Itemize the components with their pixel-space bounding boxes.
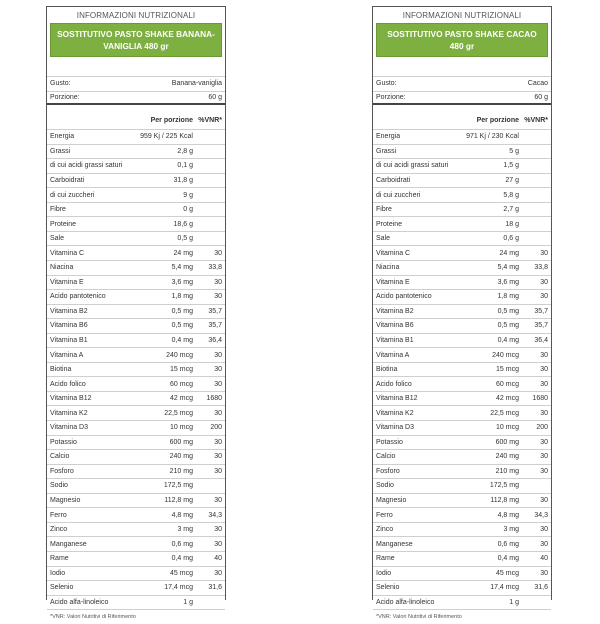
nutrient-row [47,551,225,566]
nutrient-name: Sodio [50,482,68,490]
nutrient-row [373,493,551,508]
nutrient-row [373,231,551,246]
nutrient-vnr: 30 [214,380,222,388]
nutrient-row [47,260,225,275]
nutrient-vnr: 36,4 [534,337,548,345]
nutrient-name: Vitamina B6 [376,322,414,330]
nutrient-name: Selenio [50,584,74,592]
nutrient-name: Biotina [376,366,398,374]
nutrient-vnr: 35,7 [208,307,222,315]
gusto-row [373,76,551,91]
vnr-header: %VNR* [198,117,222,125]
nutrient-amount: 240 mcg [166,351,193,359]
nutrient-row [373,187,551,202]
nutrient-amount: 45 mcg [496,569,519,577]
nutrient-amount: 5 g [509,147,519,155]
nutrient-amount: 210 mg [495,467,519,475]
nutrient-amount: 0,4 mg [497,337,519,345]
nutrient-amount: 0,5 mg [497,307,519,315]
nutrient-row [373,435,551,450]
nutrient-amount: 2,8 g [177,147,193,155]
nutrient-amount: 0,5 mg [171,322,193,330]
nutrient-name: Potassio [50,438,77,446]
nutrient-name: Ferro [376,511,393,519]
nutrient-name: Biotina [50,366,72,374]
nutrient-vnr: 30 [214,438,222,446]
nutrient-name: Acido alfa-linoleico [50,598,109,606]
nutrient-amount: 0,6 g [503,235,519,243]
porzione-row [373,91,551,106]
nutrient-rows [47,129,225,609]
nutrient-row [373,216,551,231]
nutrient-row [47,595,225,610]
nutrient-name: Zinco [376,526,394,534]
nutrient-row [47,245,225,260]
product-title: SOSTITUTIVO PASTO SHAKE BANANA-VANIGLIA 480 gr [50,23,222,57]
nutrient-amount: 172,5 mg [489,482,519,490]
nutrient-amount: 45 mcg [170,569,193,577]
nutrient-vnr: 35,7 [208,322,222,330]
vnr-header: %VNR* [524,117,548,125]
nutrient-row [373,522,551,537]
nutrient-name: Vitamina B12 [376,395,418,403]
gusto-value: Banana-vaniglia [171,80,222,88]
nutrient-amount: 10 mcg [170,424,193,432]
nutrient-name: Iodio [376,569,392,577]
footnote: *VNR: Valori Nutritivi di Riferimento [373,609,551,624]
nutrient-amount: 1 g [183,598,193,606]
nutrient-vnr: 30 [214,351,222,359]
nutrient-name: Acido alfa-linoleico [376,598,435,606]
nutrient-row [373,507,551,522]
porzione-row [47,91,225,106]
nutrient-name: Iodio [50,569,66,577]
nutrient-amount: 22,5 mcg [164,409,193,417]
nutrient-amount: 172,5 mg [163,482,193,490]
nutrient-name: Vitamina C [376,249,411,257]
nutrient-name: Vitamina B2 [50,307,88,315]
nutrient-vnr: 30 [214,453,222,461]
nutrient-amount: 112,8 mg [164,497,193,505]
nutrient-amount: 22,5 mcg [490,409,519,417]
nutrient-amount: 0,6 mg [171,540,193,548]
nutrient-amount: 0,6 mg [497,540,519,548]
nutrient-amount: 24 mg [499,249,519,257]
nutrient-name: Potassio [376,438,403,446]
nutrient-amount: 2,7 g [503,206,519,214]
nutrient-amount: 24 mg [173,249,193,257]
nutrient-name: Energia [50,133,75,141]
nutrient-name: Vitamina A [376,351,410,359]
nutrient-name: Vitamina B1 [376,337,414,345]
nutrient-name: di cui zuccheri [376,191,421,199]
column-header-row [373,112,551,129]
nutrient-name: Manganese [50,540,87,548]
gusto-label: Gusto: [376,80,397,88]
nutrient-row [373,245,551,260]
nutrient-vnr: 30 [540,293,548,301]
nutrient-amount: 4,8 mg [171,511,193,519]
nutrient-row [47,216,225,231]
nutrient-amount: 60 mcg [170,380,193,388]
nutrient-name: Vitamina E [376,278,410,286]
nutrient-vnr: 40 [540,555,548,563]
nutrient-row [373,304,551,319]
nutrient-row [373,144,551,159]
nutrition-panel-banana-vaniglia [46,6,226,621]
nutrient-vnr: 30 [214,409,222,417]
per-serving-header: Per porzione [150,117,193,125]
panel-header-label: INFORMAZIONI NUTRIZIONALI [76,11,196,20]
nutrient-vnr: 30 [540,351,548,359]
nutrient-name: Calcio [376,453,396,461]
nutrient-name: Carboidrati [376,177,411,184]
nutrient-amount: 17,4 mcg [164,584,193,592]
nutrient-name: Calcio [50,453,70,461]
nutrient-row [373,376,551,391]
nutrient-vnr: 30 [214,467,222,475]
nutrient-amount: 3,6 mg [171,278,193,286]
nutrient-name: Magnesio [376,497,407,505]
nutrient-vnr: 30 [214,497,222,505]
nutrient-vnr: 1680 [532,395,548,403]
nutrient-amount: 4,8 mg [497,511,519,519]
nutrient-amount: 0,5 mg [171,307,193,315]
nutrient-row [373,129,551,144]
nutrient-name: Acido folico [50,380,86,388]
nutrient-name: Vitamina C [50,249,85,257]
nutrient-name: Proteine [376,220,403,228]
nutrient-rows [373,129,551,609]
nutrient-row [47,304,225,319]
nutrient-row [47,173,225,188]
nutrient-vnr: 30 [214,366,222,374]
porzione-value: 60 g [208,93,222,101]
nutrient-vnr: 30 [540,380,548,388]
nutrient-row [373,158,551,173]
nutrient-row [47,420,225,435]
nutrient-name: Fibre [50,206,66,214]
nutrient-row [373,362,551,377]
nutrient-row [47,464,225,479]
nutrient-amount: 17,4 mcg [490,584,519,592]
nutrient-name: Rame [50,555,69,563]
nutrient-name: Fosforo [50,467,74,475]
nutrient-vnr: 30 [540,366,548,374]
nutrient-row [373,173,551,188]
porzione-label: Porzione: [50,93,80,101]
per-serving-header: Per porzione [476,117,519,125]
nutrient-vnr: 36,4 [208,337,222,345]
nutrient-row [373,289,551,304]
nutrient-amount: 9 g [183,191,193,199]
nutrient-name: Energia [376,133,401,141]
nutrient-vnr: 33,8 [208,264,222,272]
nutrient-amount: 5,4 mg [171,264,193,272]
nutrient-row [373,391,551,406]
nutrient-row [47,158,225,173]
nutrient-amount: 240 mcg [492,351,519,359]
nutrient-row [373,333,551,348]
nutrient-row [373,420,551,435]
nutrient-name: Vitamina E [50,278,84,286]
nutrient-amount: 600 mg [169,438,193,446]
nutrient-name: Vitamina A [50,351,84,359]
nutrient-amount: 0,1 g [177,162,193,170]
nutrient-amount: 0,5 g [177,235,193,243]
nutrient-name: Proteine [50,220,77,228]
nutrient-amount: 1,8 mg [497,293,519,301]
nutrient-amount: 0,5 mg [497,322,519,330]
nutrient-amount: 210 mg [169,467,193,475]
nutrient-amount: 18 g [505,220,519,228]
nutrient-name: Sale [50,235,65,243]
nutrient-name: Fosforo [376,467,400,475]
nutrient-vnr: 35,7 [534,307,548,315]
nutrient-row [47,478,225,493]
nutrient-vnr: 30 [540,438,548,446]
nutrient-vnr: 30 [540,497,548,505]
nutrient-row [47,144,225,159]
nutrient-vnr: 200 [536,424,548,432]
nutrient-amount: 31,8 g [173,177,193,184]
nutrient-name: Acido folico [376,380,412,388]
nutrient-name: Acido pantotenico [50,293,106,301]
nutrient-row [47,405,225,420]
nutrient-row [373,405,551,420]
nutrient-amount: 15 mcg [496,366,519,374]
gusto-label: Gusto: [50,80,71,88]
nutrient-vnr: 30 [540,249,548,257]
nutrient-name: Vitamina K2 [376,409,414,417]
nutrient-amount: 3 mg [503,526,519,534]
nutrient-name: Grassi [50,147,71,155]
nutrient-vnr: 30 [540,526,548,534]
nutrient-vnr: 1680 [206,395,222,403]
nutrient-name: di cui acidi grassi saturi [50,162,123,170]
nutrient-name: Sodio [376,482,394,490]
nutrient-row [47,449,225,464]
nutrient-amount: 10 mcg [496,424,519,432]
nutrient-row [373,551,551,566]
nutrient-row [47,347,225,362]
nutrient-amount: 240 mg [495,453,519,461]
nutrient-row [47,231,225,246]
nutrient-vnr: 34,3 [208,511,222,519]
porzione-value: 60 g [534,93,548,101]
gusto-row [47,76,225,91]
nutrient-row [47,202,225,217]
nutrient-amount: 60 mcg [496,380,519,388]
nutrient-row [47,362,225,377]
nutrient-vnr: 200 [210,424,222,432]
nutrient-row [373,536,551,551]
nutrient-row [373,275,551,290]
nutrient-amount: 1,8 mg [171,293,193,301]
nutrient-vnr: 30 [540,540,548,548]
nutrient-row [47,289,225,304]
nutrient-name: di cui acidi grassi saturi [376,162,449,170]
nutrient-vnr: 30 [214,569,222,577]
nutrient-row [47,318,225,333]
nutrient-name: Vitamina D3 [50,424,89,432]
nutrient-row [47,493,225,508]
footnote: *VNR: Valori Nutritivi di Riferimento [47,609,225,624]
nutrient-row [373,449,551,464]
nutrient-name: Rame [376,555,395,563]
nutrient-row [47,435,225,450]
column-header-row [47,112,225,129]
nutrient-amount: 15 mcg [170,366,193,374]
nutrient-amount: 27 g [505,177,519,184]
nutrient-vnr: 31,6 [534,584,548,592]
nutrient-row [47,129,225,144]
nutrient-row [373,478,551,493]
nutrient-vnr: 31,6 [208,584,222,592]
nutrient-row [47,522,225,537]
nutrient-amount: 0,4 mg [171,337,193,345]
nutrient-amount: 0,4 mg [497,555,519,563]
nutrient-amount: 5,4 mg [497,264,519,272]
nutrient-amount: 112,8 mg [490,497,519,505]
nutrient-row [47,376,225,391]
nutrient-vnr: 30 [540,569,548,577]
nutrient-vnr: 34,3 [534,511,548,519]
nutrient-name: Niacina [376,264,400,272]
nutrient-amount: 5,8 g [503,191,519,199]
nutrient-name: Zinco [50,526,68,534]
nutrient-amount: 3,6 mg [497,278,519,286]
nutrient-amount: 0,4 mg [171,555,193,563]
nutrient-row [47,187,225,202]
nutrient-name: Carboidrati [50,177,85,184]
nutrient-name: Vitamina B12 [50,395,92,403]
nutrient-row [373,202,551,217]
nutrition-panel-cacao [372,6,552,621]
nutrient-name: Acido pantotenico [376,293,432,301]
nutrient-name: Magnesio [50,497,81,505]
nutrient-name: Grassi [376,147,397,155]
nutrient-row [373,347,551,362]
nutrient-row [373,464,551,479]
nutrient-row [47,391,225,406]
nutrient-amount: 18,6 g [173,220,193,228]
nutrient-row [47,580,225,595]
nutrient-name: Ferro [50,511,67,519]
nutrient-amount: 1,5 g [503,162,519,170]
nutrient-vnr: 40 [214,555,222,563]
nutrient-amount: 1 g [509,598,519,606]
nutrient-row [373,566,551,581]
nutrient-vnr: 30 [214,249,222,257]
nutrient-amount: 959 Kj / 225 Kcal [140,133,193,141]
nutrient-name: Manganese [376,540,413,548]
nutrient-amount: 42 mcg [170,395,193,403]
nutrient-row [47,507,225,522]
nutrient-vnr: 33,8 [534,264,548,272]
porzione-label: Porzione: [376,93,406,101]
nutrient-name: Selenio [376,584,400,592]
nutrient-vnr: 35,7 [534,322,548,330]
nutrient-name: Vitamina D3 [376,424,415,432]
nutrient-row [47,536,225,551]
nutrient-vnr: 30 [540,409,548,417]
nutrient-name: Fibre [376,206,392,214]
nutrient-amount: 3 mg [177,526,193,534]
gusto-value: Cacao [527,80,548,88]
nutrient-vnr: 30 [540,453,548,461]
nutrient-row [373,595,551,610]
nutrient-row [373,260,551,275]
nutrient-vnr: 30 [540,467,548,475]
nutrient-name: Vitamina K2 [50,409,88,417]
nutrient-amount: 0 g [183,206,193,214]
nutrient-row [47,566,225,581]
nutrient-vnr: 30 [214,278,222,286]
nutrient-name: Vitamina B2 [376,307,414,315]
nutrient-vnr: 30 [540,278,548,286]
nutrient-name: di cui zuccheri [50,191,95,199]
nutrient-name: Sale [376,235,391,243]
nutrient-amount: 240 mg [169,453,193,461]
nutrient-vnr: 30 [214,526,222,534]
nutrient-row [47,333,225,348]
nutrient-name: Vitamina B6 [50,322,88,330]
nutrient-amount: 971 Kj / 230 Kcal [466,133,519,141]
nutrient-name: Niacina [50,264,74,272]
panel-header-label: INFORMAZIONI NUTRIZIONALI [402,11,522,20]
nutrient-amount: 42 mcg [496,395,519,403]
product-title: SOSTITUTIVO PASTO SHAKE CACAO 480 gr [376,23,548,57]
nutrient-amount: 600 mg [495,438,519,446]
nutrient-name: Vitamina B1 [50,337,88,345]
nutrient-vnr: 30 [214,293,222,301]
nutrient-row [373,318,551,333]
nutrient-row [47,275,225,290]
nutrient-row [373,580,551,595]
nutrient-vnr: 30 [214,540,222,548]
